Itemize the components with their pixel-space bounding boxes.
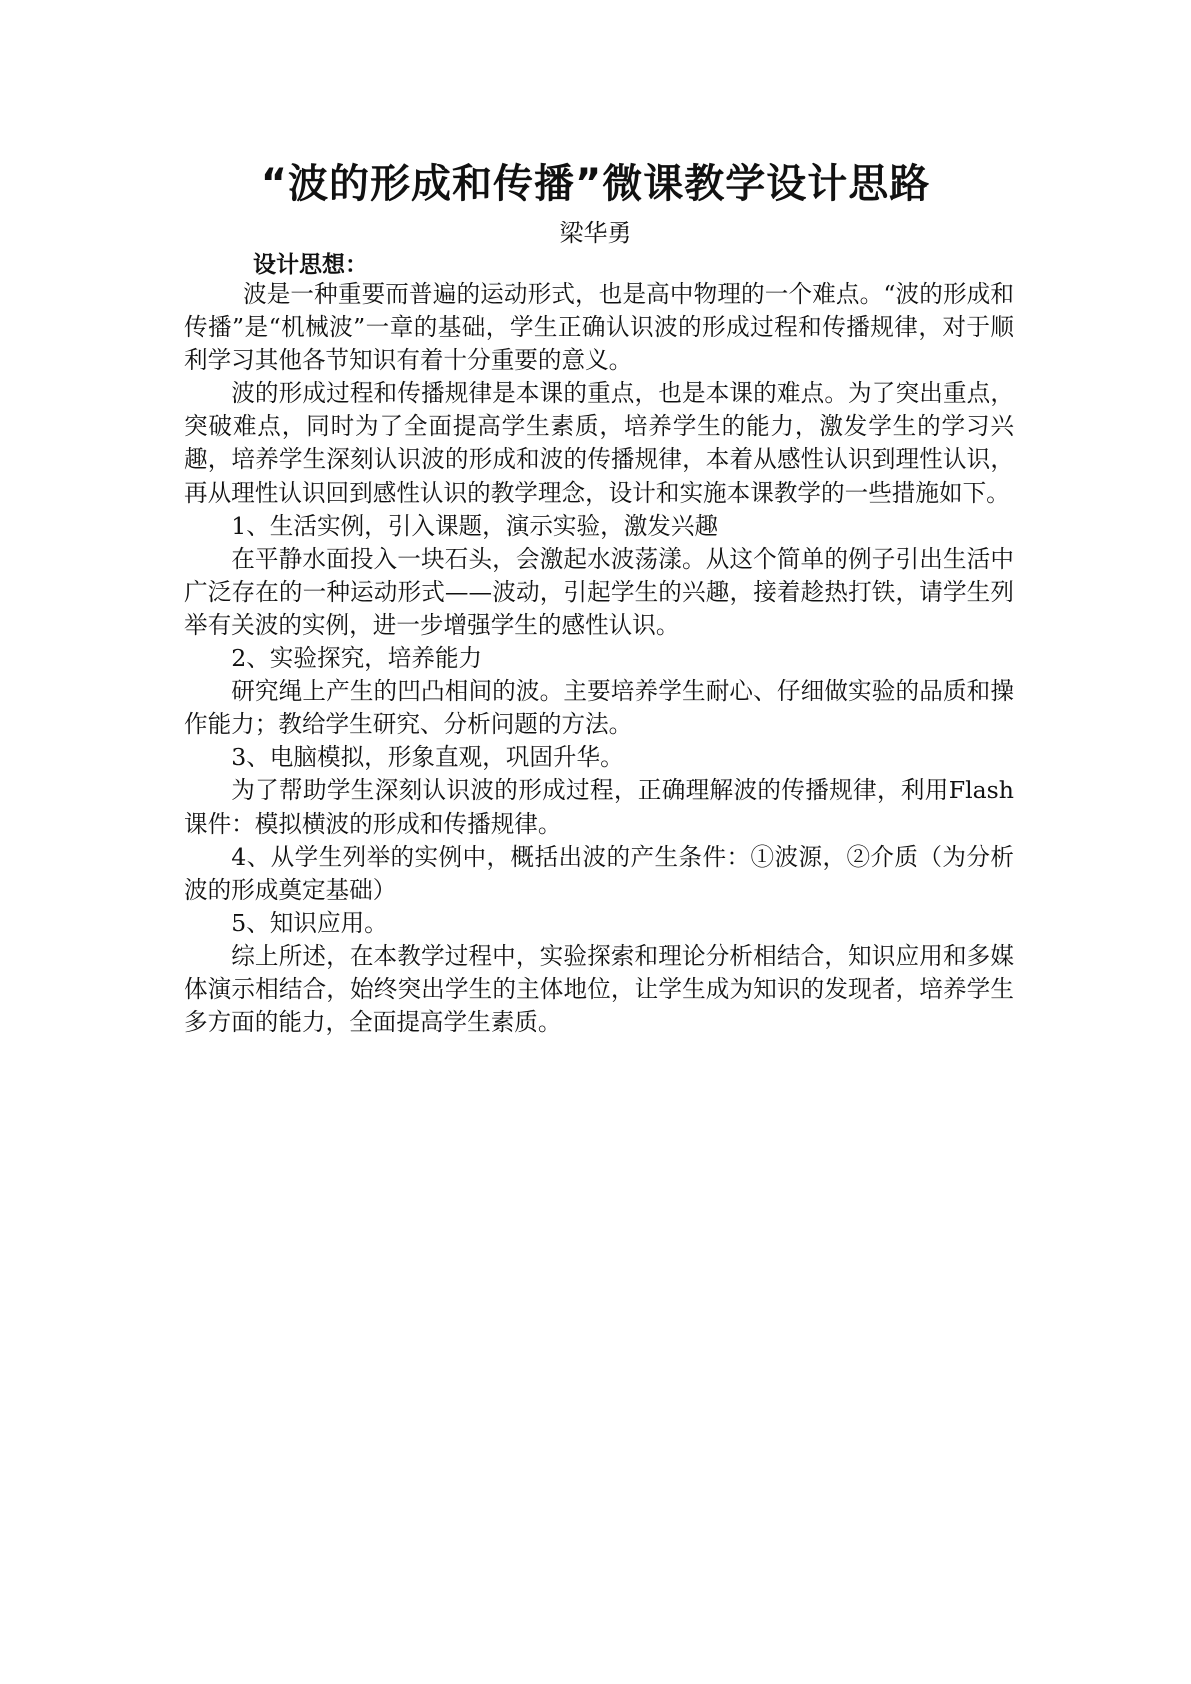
measure-heading-5: 5、知识应用。	[231, 908, 388, 937]
paragraph-key-points: 波的形成过程和传播规律是本课的重点，也是本课的难点。为了突出重点，突破难点，同时为了全面提高学生素质，培养学生的能力，激发学生的学习兴趣，培养学生深刻认识波的形成和波的传播规律，本着从感性认识到理性认识，再从理性认识回到感性认识的教学理念，设计和实施本课教学的一些措施如下。	[184, 379, 1014, 507]
measure-heading-4: 4、从学生列举的实例中，概括出波的产生条件：①波源，②介质（为分析波的形成奠定基础）	[184, 842, 1014, 904]
paragraph-intro: 波是一种重要而普遍的运动形式，也是高中物理的一个难点。“波的形成和传播”是“机械波”一章的基础，学生正确认识波的形成过程和传播规律，对于顺利学习其他各节知识有着十分重要的意义。	[184, 280, 1014, 375]
section-heading: 设计思想：	[253, 252, 368, 278]
paragraph-measure-1: 在平静水面投入一块石头，会激起水波荡漾。从这个简单的例子引出生活中广泛存在的一种运动形式——波动，引起学生的兴趣，接着趁热打铁，请学生列举有关波的实例，进一步增强学生的感性认识。	[184, 544, 1014, 639]
measure-heading-3: 3、电脑模拟，形象直观，巩固升华。	[231, 743, 624, 772]
measure-heading-1: 1、生活实例，引入课题，演示实验，激发兴趣	[231, 511, 719, 540]
document-body	[184, 278, 1014, 1039]
author-name: 梁华勇	[559, 219, 632, 247]
measure-heading-2: 2、实验探究，培养能力	[231, 644, 483, 673]
paragraph-measure-2: 研究绳上产生的凹凸相间的波。主要培养学生耐心、仔细做实验的品质和操作能力；教给学生研究、分析问题的方法。	[184, 677, 1014, 739]
paragraph-summary: 综上所述，在本教学过程中，实验探索和理论分析相结合，知识应用和多媒体演示相结合，始终突出学生的主体地位，让学生成为知识的发现者，培养学生多方面的能力，全面提高学生素质。	[184, 941, 1014, 1037]
paragraph-measure-3: 为了帮助学生深刻认识波的形成过程，正确理解波的传播规律，利用Flash课件：模拟横波的形成和传播规律。	[184, 776, 1014, 838]
document-title: “波的形成和传播”微课教学设计思路	[260, 161, 931, 207]
